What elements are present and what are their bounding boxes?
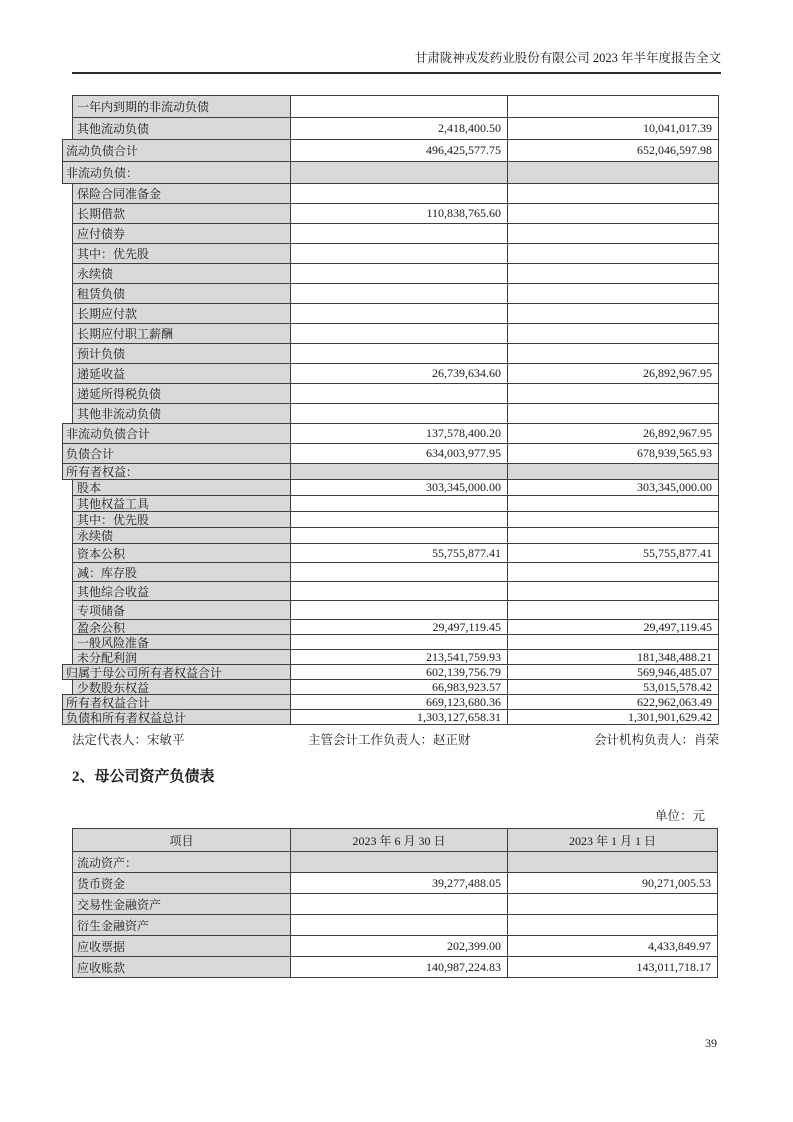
row-label: 一年内到期的非流动负债 xyxy=(73,96,291,117)
table-row xyxy=(72,343,719,364)
row-value-prior xyxy=(508,852,717,872)
row-value-prior: 569,946,485.07 xyxy=(637,665,712,679)
row-label: 负债和所有者权益总计 xyxy=(63,710,291,724)
row-value-current: 602,139,756.79 xyxy=(291,665,508,679)
table-row xyxy=(72,303,719,324)
column-header: 2023 年 6 月 30 日 xyxy=(291,829,508,851)
parent-balance-sheet-table xyxy=(62,828,731,978)
column-header: 项目 xyxy=(73,829,291,851)
table-row xyxy=(72,323,719,344)
row-value-current: 213,541,759.93 xyxy=(291,650,508,664)
accounting-department-head: 会计机构负责人：肖荣 xyxy=(593,733,719,747)
signature-line xyxy=(72,732,719,749)
row-label: 递延所得税负债 xyxy=(73,384,291,403)
row-value-current xyxy=(291,464,508,479)
row-label: 股本 xyxy=(73,480,291,495)
table-row xyxy=(72,183,719,204)
table-row xyxy=(72,679,719,695)
row-value-current: 110,838,765.60 xyxy=(291,204,508,223)
table-header-row xyxy=(72,828,718,852)
row-value-current: 39,277,488.05 xyxy=(291,873,508,893)
legal-representative: 法定代表人：宋敏平 xyxy=(72,733,185,747)
row-value-prior: 29,497,119.45 xyxy=(643,620,712,634)
row-value-current xyxy=(291,264,508,283)
table-row xyxy=(72,263,719,284)
table-row xyxy=(72,363,719,384)
row-value-prior: 53,015,578.42 xyxy=(643,680,712,694)
row-value-prior xyxy=(508,264,718,283)
table-row xyxy=(72,914,718,936)
row-label: 长期应付职工薪酬 xyxy=(73,324,291,343)
row-value-prior xyxy=(508,184,718,203)
row-value-current: 496,425,577.75 xyxy=(291,140,508,161)
table-row xyxy=(72,935,718,957)
row-value-prior: 55,755,877.41 xyxy=(643,545,712,560)
chief-accounting-officer: 主管会计工作负责人：赵正财 xyxy=(307,733,471,747)
table-row xyxy=(72,383,719,404)
table-row xyxy=(72,243,719,264)
row-value-current: 202,399.00 xyxy=(291,936,508,956)
row-value-prior xyxy=(508,563,718,581)
row-value-current xyxy=(291,915,508,935)
table-row xyxy=(72,872,718,894)
row-value-current: 55,755,877.41 xyxy=(291,544,508,562)
row-value-current xyxy=(291,304,508,323)
row-value-prior: 10,041,017.39 xyxy=(643,121,712,135)
row-label: 未分配利润 xyxy=(73,650,291,664)
row-value-current: 66,983,923.57 xyxy=(291,680,508,694)
row-label: 交易性金融资产 xyxy=(73,894,291,914)
row-value-prior xyxy=(508,224,718,243)
row-value-prior xyxy=(508,384,718,403)
row-value-prior xyxy=(508,582,718,600)
row-value-current xyxy=(291,582,508,600)
table-row xyxy=(72,479,719,496)
row-label: 其他权益工具 xyxy=(73,496,291,511)
row-value-current: 137,578,400.20 xyxy=(291,424,508,443)
row-label: 保险合同准备金 xyxy=(73,184,291,203)
row-label: 负债合计 xyxy=(63,444,291,463)
table-row xyxy=(72,495,719,512)
row-label: 非流动负债： xyxy=(63,162,291,183)
row-value-prior xyxy=(508,244,718,263)
table-row xyxy=(72,600,719,620)
row-value-current xyxy=(291,852,508,872)
row-value-prior xyxy=(508,464,718,479)
row-value-current: 26,739,634.60 xyxy=(291,364,508,383)
row-label: 专项储备 xyxy=(73,601,291,619)
row-value-prior xyxy=(508,601,718,619)
row-value-current xyxy=(291,244,508,263)
row-value-current: 634,003,977.95 xyxy=(291,444,508,463)
row-value-current xyxy=(291,184,508,203)
table-row xyxy=(72,581,719,601)
row-value-prior: 1,301,901,629.42 xyxy=(628,710,712,724)
row-label: 归属于母公司所有者权益合计 xyxy=(63,665,291,679)
row-label: 其他流动负债 xyxy=(73,118,291,139)
row-value-current: 669,123,680.36 xyxy=(291,695,508,709)
table-row xyxy=(72,403,719,424)
row-label: 其中：优先股 xyxy=(73,512,291,527)
table-row xyxy=(72,223,719,244)
row-value-current: 303,345,000.00 xyxy=(291,480,508,495)
column-header: 2023 年 1 月 1 日 xyxy=(508,829,717,851)
row-label: 租赁负债 xyxy=(73,284,291,303)
row-value-current xyxy=(291,635,508,649)
row-value-prior xyxy=(508,915,717,935)
row-value-current xyxy=(291,528,508,543)
row-value-prior: 90,271,005.53 xyxy=(642,875,711,890)
row-value-prior xyxy=(508,496,718,511)
row-value-current xyxy=(291,324,508,343)
section-title: 2、母公司资产负债表 xyxy=(72,769,215,785)
row-label: 递延收益 xyxy=(73,364,291,383)
row-label: 流动资产： xyxy=(73,852,291,872)
row-value-prior: 622,962,063.49 xyxy=(637,695,712,709)
row-label: 少数股东权益 xyxy=(73,680,291,694)
table-row xyxy=(62,161,719,184)
table-row xyxy=(72,283,719,304)
row-value-current: 1,303,127,658.31 xyxy=(291,710,508,724)
row-label: 流动负债合计 xyxy=(63,140,291,161)
row-value-current xyxy=(291,563,508,581)
row-value-prior xyxy=(508,635,718,649)
table-row xyxy=(62,423,719,444)
row-label: 衍生金融资产 xyxy=(73,915,291,935)
table-row xyxy=(72,851,718,873)
table-row xyxy=(72,649,719,665)
row-value-current xyxy=(291,496,508,511)
row-value-current xyxy=(291,344,508,363)
row-label: 永续债 xyxy=(73,264,291,283)
row-label: 所有者权益合计 xyxy=(63,695,291,709)
row-label: 减：库存股 xyxy=(73,563,291,581)
table-row xyxy=(72,117,719,140)
row-value-current xyxy=(291,162,508,183)
row-label: 非流动负债合计 xyxy=(63,424,291,443)
row-value-current xyxy=(291,284,508,303)
row-value-prior xyxy=(508,304,718,323)
page-number: 39 xyxy=(705,1036,717,1050)
row-label: 所有者权益： xyxy=(63,464,291,479)
row-label: 其他综合收益 xyxy=(73,582,291,600)
table-row xyxy=(72,527,719,544)
row-value-prior: 181,348,488.21 xyxy=(637,650,712,664)
row-label: 永续债 xyxy=(73,528,291,543)
row-value-prior: 26,892,967.95 xyxy=(643,366,712,380)
row-value-prior xyxy=(508,894,717,914)
row-value-prior: 303,345,000.00 xyxy=(637,480,712,494)
row-label: 其他非流动负债 xyxy=(73,404,291,423)
row-value-current: 29,497,119.45 xyxy=(291,620,508,634)
row-label: 应付债券 xyxy=(73,224,291,243)
row-value-prior: 26,892,967.95 xyxy=(643,426,712,440)
table-row xyxy=(72,619,719,635)
table-row xyxy=(72,203,719,224)
table-row xyxy=(72,511,719,528)
table-row xyxy=(62,709,719,725)
table-row xyxy=(72,893,718,915)
table-row xyxy=(72,956,718,978)
row-value-current xyxy=(291,894,508,914)
row-value-prior xyxy=(508,204,718,223)
row-value-prior: 678,939,565.93 xyxy=(637,446,712,460)
row-value-prior: 4,433,849.97 xyxy=(648,938,711,953)
row-value-prior xyxy=(508,528,718,543)
table-row xyxy=(72,562,719,582)
unit-label: 单位：元 xyxy=(654,809,705,823)
row-value-prior xyxy=(508,324,718,343)
row-value-prior xyxy=(508,404,718,423)
row-value-current xyxy=(291,601,508,619)
row-label: 长期借款 xyxy=(73,204,291,223)
table-row xyxy=(62,463,719,480)
row-label: 应收账款 xyxy=(73,957,291,977)
row-value-prior: 143,011,718.17 xyxy=(636,959,711,974)
row-label: 应收票据 xyxy=(73,936,291,956)
row-value-current xyxy=(291,404,508,423)
table-row xyxy=(72,543,719,563)
row-label: 货币资金 xyxy=(73,873,291,893)
table-row xyxy=(72,634,719,650)
row-value-current xyxy=(291,96,508,117)
row-label: 资本公积 xyxy=(73,544,291,562)
table-row xyxy=(62,664,719,680)
row-value-prior xyxy=(508,512,718,527)
row-value-prior: 652,046,597.98 xyxy=(637,143,712,157)
table-row xyxy=(62,443,719,464)
running-header xyxy=(72,50,721,74)
row-value-current xyxy=(291,384,508,403)
row-label: 一般风险准备 xyxy=(73,635,291,649)
table-row xyxy=(62,694,719,710)
row-label: 其中：优先股 xyxy=(73,244,291,263)
report-header-title: 甘肃陇神戎发药业股份有限公司 2023 年半年度报告全文 xyxy=(414,51,721,65)
row-value-prior xyxy=(508,96,718,117)
row-label: 预计负债 xyxy=(73,344,291,363)
row-value-current: 2,418,400.50 xyxy=(291,118,508,139)
row-value-prior xyxy=(508,284,718,303)
row-value-prior xyxy=(508,162,718,183)
table-row xyxy=(62,139,719,162)
row-label: 盈余公积 xyxy=(73,620,291,634)
consolidated-balance-sheet-table xyxy=(62,95,731,725)
row-value-prior xyxy=(508,344,718,363)
row-value-current xyxy=(291,224,508,243)
table-row xyxy=(72,95,719,118)
row-label: 长期应付款 xyxy=(73,304,291,323)
row-value-current xyxy=(291,512,508,527)
row-value-current: 140,987,224.83 xyxy=(291,957,508,977)
